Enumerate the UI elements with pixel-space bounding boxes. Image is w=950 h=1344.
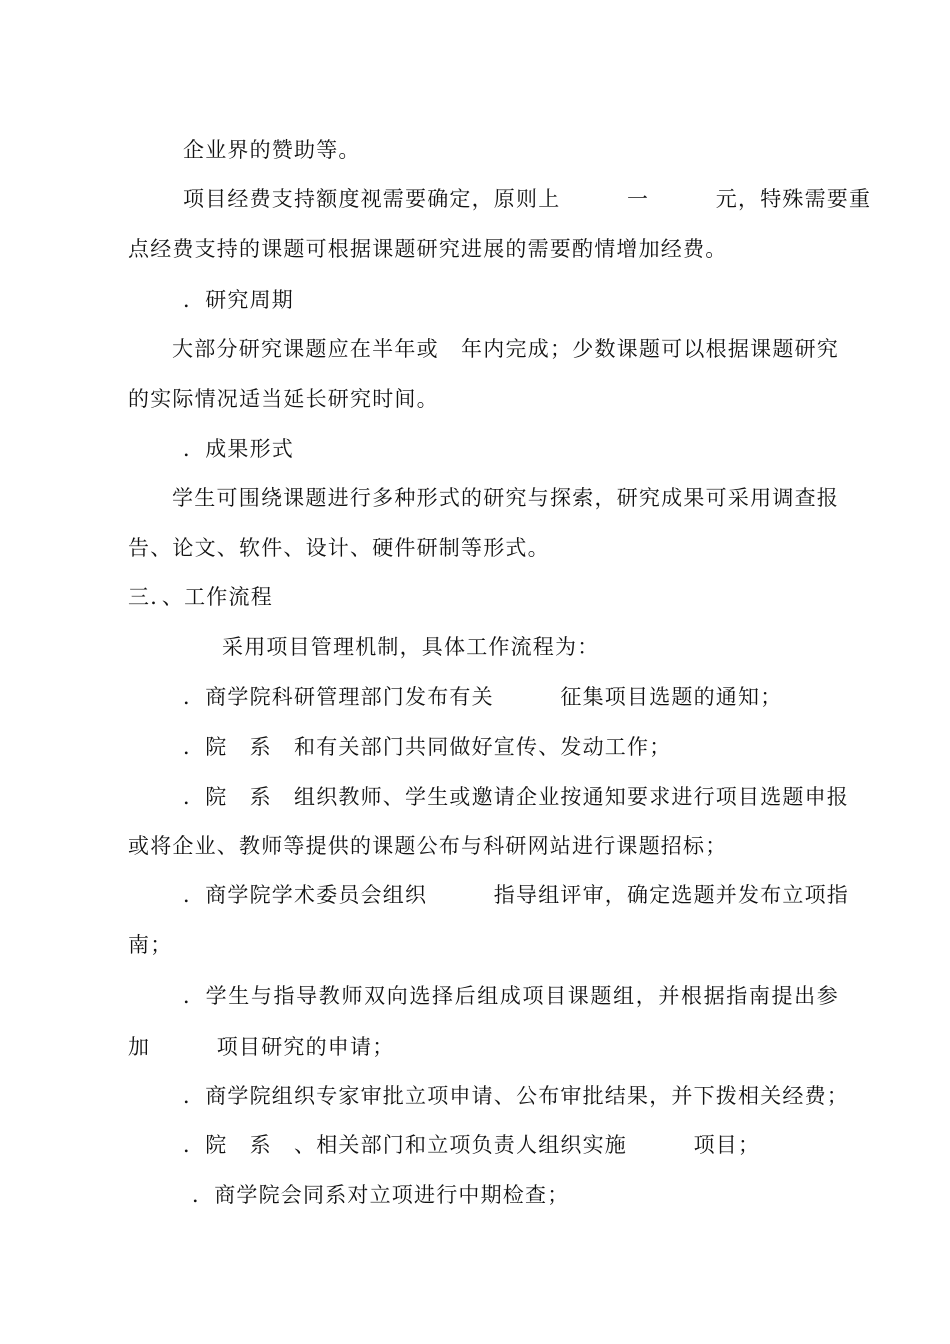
list-item: ．商学院科研管理部门发布有关 征集项目选题的通知； [183,685,783,709]
list-item: ．院 系 、相关部门和立项负责人组织实施 项目； [183,1133,761,1157]
list-item: ．院 系 和有关部门共同做好宣传、发动工作； [183,735,672,759]
paragraph-line: 企业界的赞助等。 [183,138,361,162]
paragraph-line: 的实际情况适当延长研究时间。 [128,387,439,411]
paragraph-line: 项目经费支持额度视需要确定，原则上 一 元，特殊需要重 [183,187,872,211]
list-item: ．商学院学术委员会组织 指导组评审，确定选题并发布立项指 [183,883,849,907]
paragraph-line: 告、论文、软件、设计、硬件研制等形式。 [128,536,550,560]
list-item: ．商学院组织专家审批立项申请、公布审批结果，并下拨相关经费； [183,1084,849,1108]
list-item-continuation: 加 项目研究的申请； [128,1035,395,1059]
list-item-continuation: 或将企业、教师等提供的课题公布与科研网站进行课题招标； [128,834,728,858]
section-heading: 三．、工作流程 [128,585,273,609]
paragraph-line: 大部分研究课题应在半年或 年内完成；少数课题可以根据课题研究 [172,337,839,361]
list-item: ．学生与指导教师双向选择后组成项目课题组，并根据指南提出参 [183,984,839,1008]
section-heading: ．研究周期 [183,288,294,312]
list-item-continuation: 南； [128,933,173,957]
list-item: ．院 系 组织教师、学生或邀请企业按通知要求进行项目选题申报 [183,785,849,809]
paragraph-line: 学生可围绕课题进行多种形式的研究与探索，研究成果可采用调查报 [172,486,839,510]
paragraph-line: 采用项目管理机制，具体工作流程为： [222,635,600,659]
list-item: ．商学院会同系对立项进行中期检查； [192,1183,570,1207]
section-heading: ．成果形式 [183,437,294,461]
paragraph-line: 点经费支持的课题可根据课题研究进展的需要酌情增加经费。 [128,237,728,261]
